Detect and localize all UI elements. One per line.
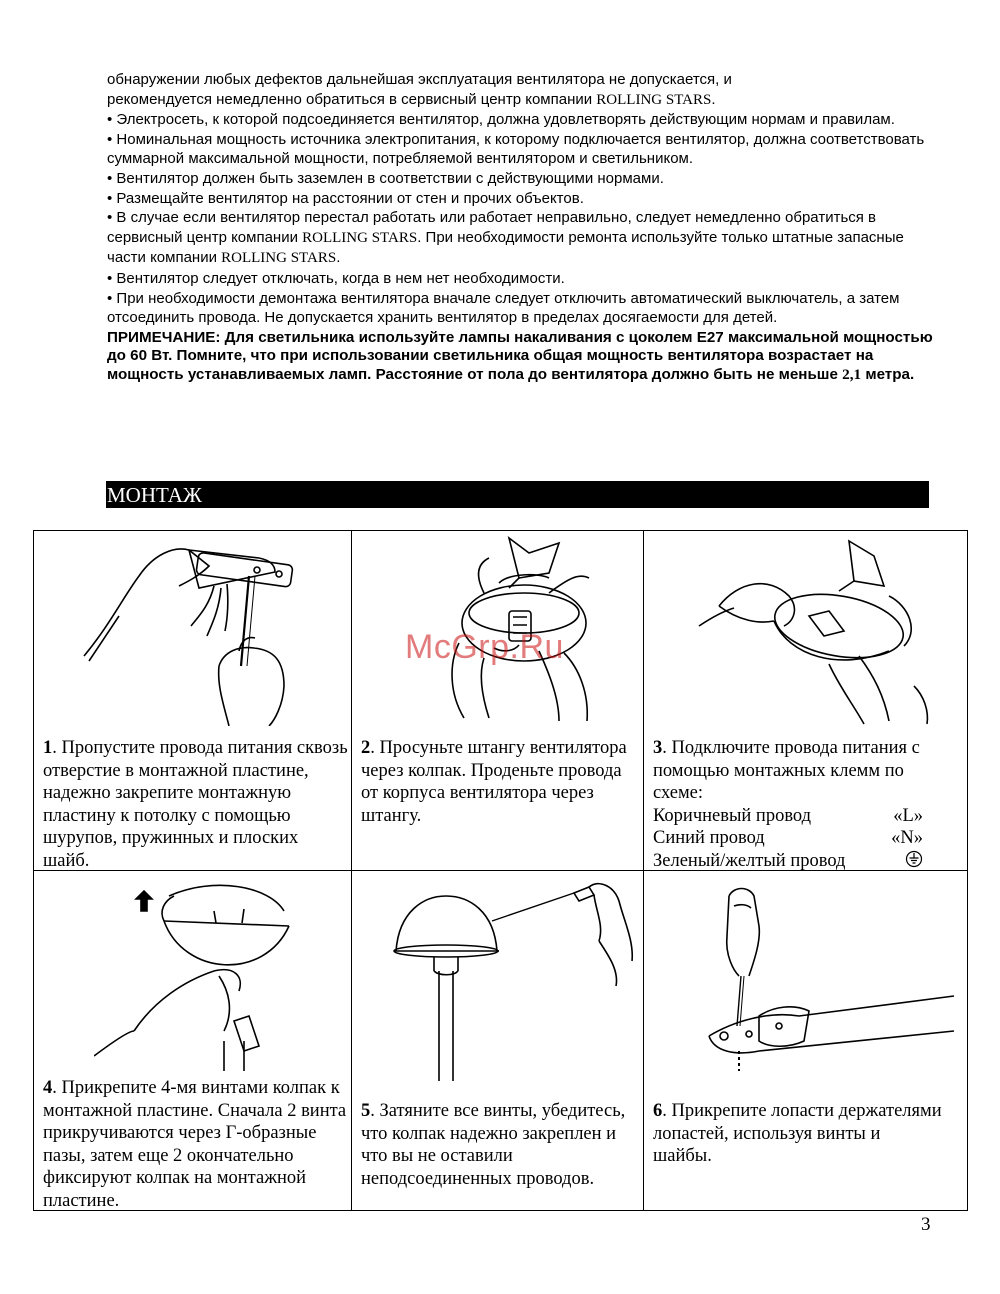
wire-row: Синий провод «N»	[653, 828, 923, 848]
brand-name: ROLLING STARS	[221, 250, 337, 267]
step-3-caption: 3. Подключите провода питания с помощью монтажных клемм по схеме: Коричневый провод «L» Синий провод «N» Зеленый/желтый провод	[653, 738, 923, 871]
arrow-up-icon	[136, 891, 152, 911]
paragraph: • Электросеть, к которой подсоединяется вентилятор, должна удовлетворять действующим нормам и правилам.	[107, 111, 895, 129]
paragraph: • Вентилятор должен быть заземлен в соответствии с действующими нормами.	[107, 169, 664, 187]
paragraph: • При необходимости демонтажа вентилятора вначале следует отключить автоматический выключатель, а затем отсоединить провода. Не допускается хранить вентилятор в пределах досягаемости для детей.	[107, 289, 900, 327]
ground-icon	[905, 850, 923, 868]
paragraph: • В случае если вентилятор перестал работать или работает неправильно, следует немедленно обратиться в сервисный центр компании ROLLING STARS. При необходимости ремонта используйте только штатные запасные части компании ROLLING STARS.	[107, 209, 904, 267]
step-3-illustration	[679, 536, 939, 726]
brand-name: ROLLING STARS	[596, 91, 712, 108]
step-5-caption: 5. Затяните все винты, убедитесь, что колпак надежно закреплен и что вы не оставили неподсоединенных проводов.	[361, 1101, 626, 1189]
step-1-illustration	[79, 536, 309, 726]
step-1-caption: 1. Пропустите провода питания сквозь отверстие в монтажной пластине, надежно закрепите монтажную пластину к потолку с помощью шурупов, пружинных и плоских шайб.	[43, 738, 348, 871]
brand-name: ROLLING STARS	[302, 229, 418, 246]
step-2-caption: 2. Просуньте штангу вентилятора через колпак. Проденьте провода от корпуса вентилятора через штангу.	[361, 738, 627, 826]
step-6-caption: 6. Прикрепите лопасти держателями лопастей, используя винты и шайбы.	[653, 1101, 942, 1166]
watermark: McGrp.Ru	[405, 628, 564, 666]
intro-text	[107, 70, 937, 384]
section-title: МОНТАЖ	[106, 481, 929, 508]
step-4-caption: 4. Прикрепите 4-мя винтами колпак к монтажной пластине. Сначала 2 винта прикручиваются через Г-образные пазы, затем еще 2 окончательно фиксируют колпак на монтажной пластине.	[43, 1078, 347, 1211]
paragraph: • Размещайте вентилятор на расстоянии от стен и прочих объектов.	[107, 189, 584, 207]
note: ПРИМЕЧАНИЕ: Для светильника используйте лампы накаливания с цоколем Е27 максимальной мощностью до 60 Вт. Помните, что при использовании светильника общая мощность вентилятора возрастает на мощность устанавливаемых ламп. Расстояние от пола до вентилятора должно быть не меньше 2,1 метра.	[107, 328, 933, 383]
step-4-illustration	[94, 881, 334, 1071]
paragraph: обнаружении любых дефектов дальнейшая эксплуатация вентилятора не допускается, и рекомендуется немедленно обратиться в сервисный центр компании ROLLING STARS.	[107, 71, 732, 108]
wire-row: Коричневый провод «L»	[653, 805, 923, 826]
wire-row: Зеленый/желтый провод	[653, 850, 923, 873]
paragraph: • Номинальная мощность источника электропитания, к которому подключается вентилятор, должна соответствовать суммарной максимальной мощности, потребляемой вентилятором и светильником.	[107, 130, 925, 168]
paragraph: • Вентилятор следует отключать, когда в нем нет необходимости.	[107, 269, 565, 287]
step-6-illustration	[689, 886, 959, 1076]
step-5-illustration	[384, 881, 634, 1081]
page-number: 3	[921, 1214, 931, 1235]
